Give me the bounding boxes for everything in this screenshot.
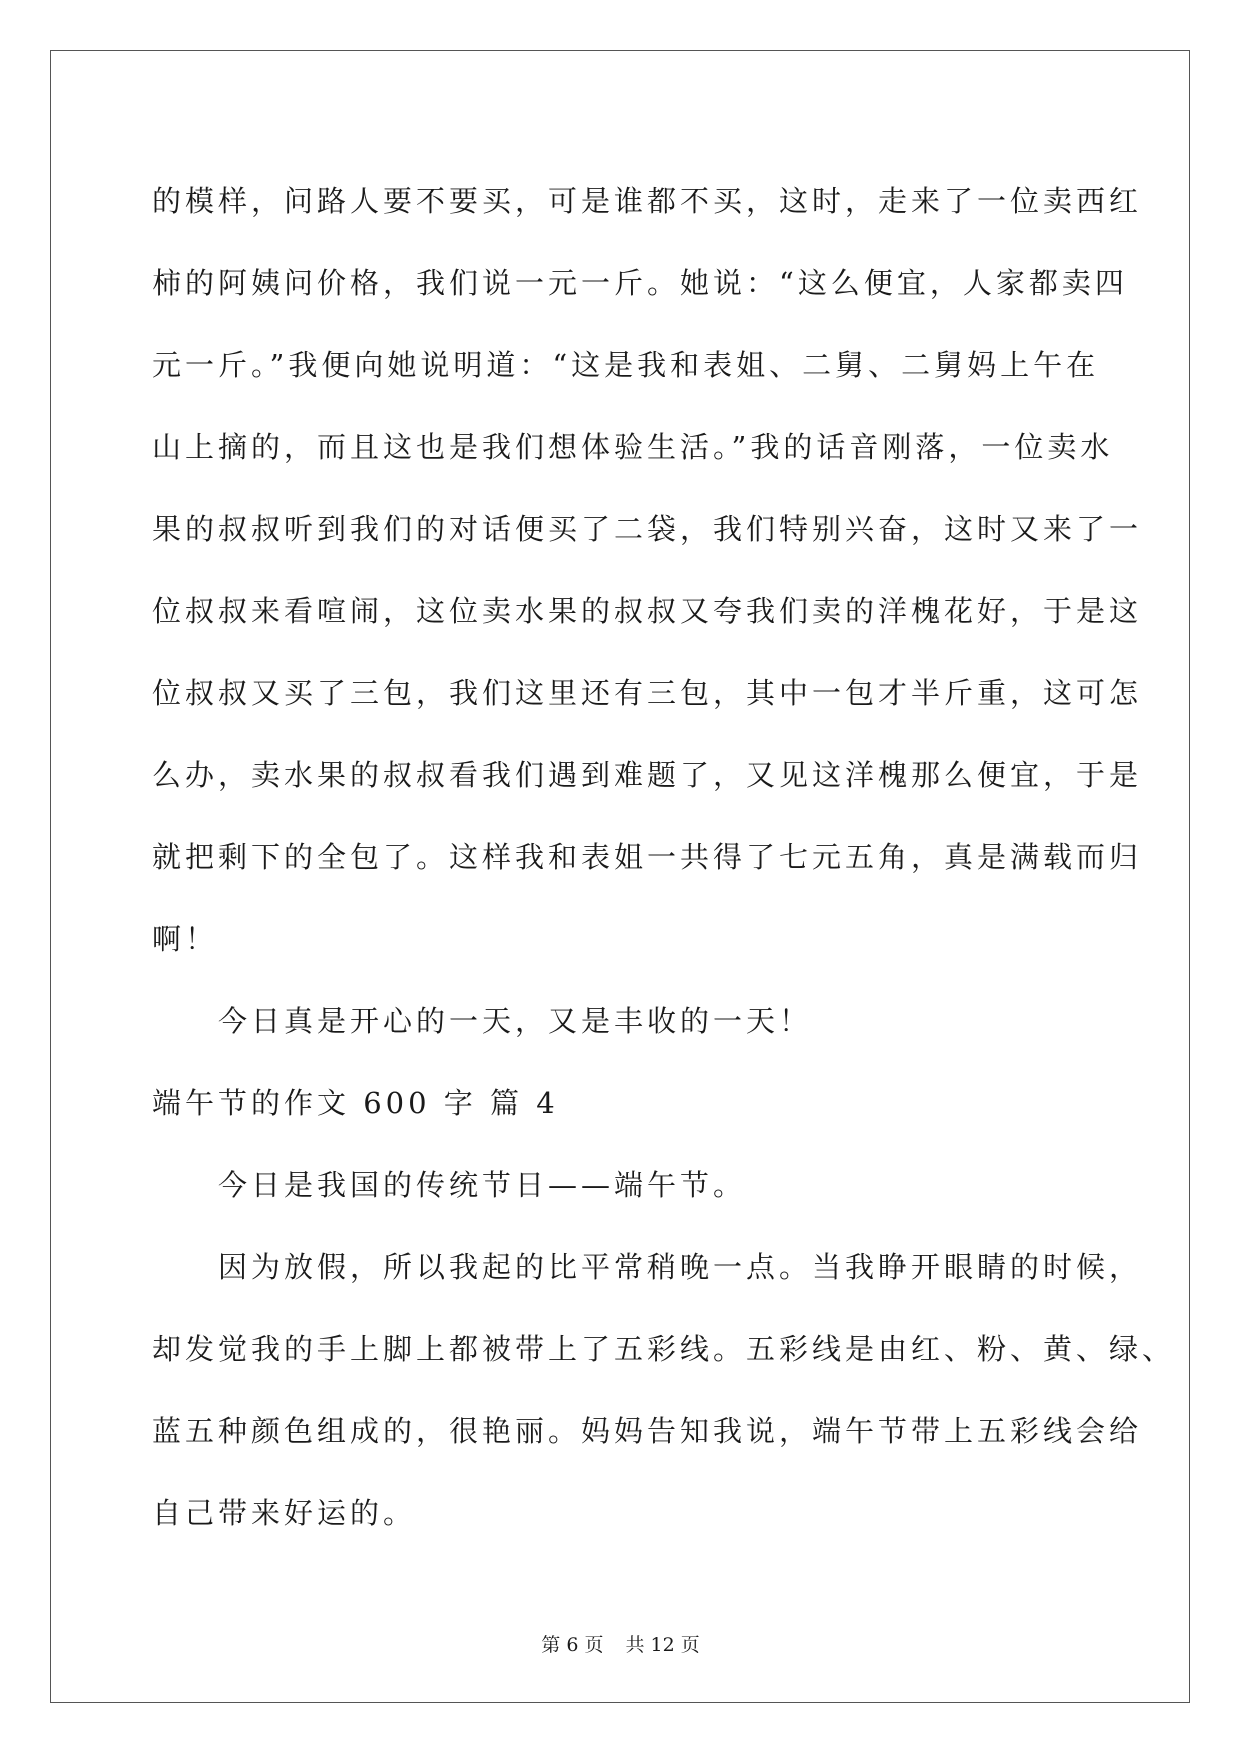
paragraph-line: 啊！ bbox=[152, 922, 219, 956]
paragraph-line: 蓝五种颜色组成的，很艳丽。妈妈告知我说，端午节带上五彩线会给 bbox=[152, 1414, 1143, 1448]
paragraph-line: 果的叔叔听到我们的对话便买了二袋，我们特别兴奋，这时又来了一 bbox=[152, 512, 1143, 546]
paragraph-intro: 今日是我国的传统节日——端午节。 bbox=[218, 1168, 747, 1202]
paragraph-line: 就把剩下的全包了。这样我和表姐一共得了七元五角，真是满载而归 bbox=[152, 840, 1143, 874]
page-total: 共 12 页 bbox=[625, 1634, 700, 1656]
paragraph-line: 因为放假，所以我起的比平常稍晚一点。当我睁开眼睛的时候， bbox=[218, 1250, 1143, 1284]
document-body bbox=[152, 160, 1176, 1554]
paragraph-line: 却发觉我的手上脚上都被带上了五彩线。五彩线是由红、粉、黄、绿、 bbox=[152, 1332, 1176, 1366]
paragraph-line: 自己带来好运的。 bbox=[152, 1496, 417, 1530]
paragraph-line: 元一斤。”我便向她说明道：“这是我和表姐、二舅、二舅妈上午在 bbox=[152, 348, 1100, 382]
paragraph-closing: 今日真是开心的一天，又是丰收的一天！ bbox=[218, 1004, 813, 1038]
paragraph-line: 位叔叔又买了三包，我们这里还有三包，其中一包才半斤重，这可怎 bbox=[152, 676, 1143, 710]
page-footer bbox=[0, 1630, 1241, 1657]
paragraph-line: 的模样，问路人要不要买，可是谁都不买，这时，走来了一位卖西红 bbox=[152, 184, 1143, 218]
paragraph-line: 位叔叔来看喧闹，这位卖水果的叔叔又夸我们卖的洋槐花好，于是这 bbox=[152, 594, 1143, 628]
paragraph-line: 么办，卖水果的叔叔看我们遇到难题了，又见这洋槐那么便宜，于是 bbox=[152, 758, 1143, 792]
page-number: 第 6 页 bbox=[541, 1634, 604, 1656]
paragraph-line: 山上摘的，而且这也是我们想体验生活。”我的话音刚落，一位卖水 bbox=[152, 430, 1114, 464]
paragraph-line: 柿的阿姨问价格，我们说一元一斤。她说：“这么便宜，人家都卖四 bbox=[152, 266, 1128, 300]
section-heading: 端午节的作文 600 字 篇 4 bbox=[152, 1086, 559, 1120]
